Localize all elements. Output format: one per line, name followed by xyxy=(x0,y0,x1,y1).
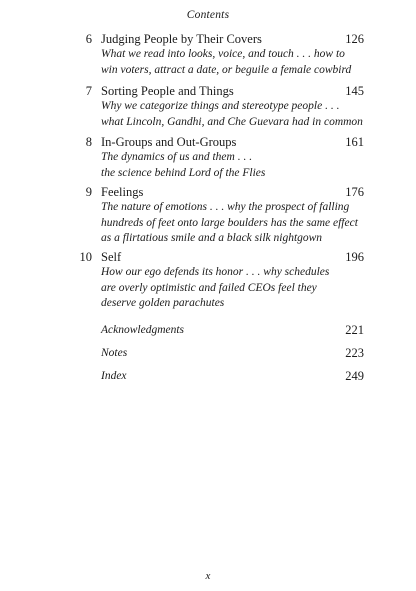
running-head: Contents xyxy=(186,9,230,21)
chapter-title: Judging People by Their Covers xyxy=(101,32,262,46)
description-line: Why we categorize things and stereotype people . . . xyxy=(101,100,340,112)
chapter-description xyxy=(101,47,371,78)
chapter-title: Feelings xyxy=(101,185,144,199)
back-matter-title: Acknowledgments xyxy=(101,324,185,336)
chapter-description xyxy=(101,265,371,312)
chapter-number: 8 xyxy=(85,135,92,149)
chapter-page-number: 145 xyxy=(345,84,364,98)
description-line: The nature of emotions . . . why the prospect of falling xyxy=(101,201,350,213)
back-matter-title: Index xyxy=(101,370,127,382)
chapter-title: Sorting People and Things xyxy=(101,84,234,98)
chapter-page-number: 176 xyxy=(345,185,364,199)
chapter-number: 9 xyxy=(85,185,92,199)
chapter-description xyxy=(101,99,371,130)
description-line: the science behind Lord of the Flies xyxy=(101,166,266,179)
chapter-page-number: 196 xyxy=(345,250,364,264)
page-folio: x xyxy=(205,570,211,582)
back-matter-title: Notes xyxy=(101,347,128,359)
description-line: deserve golden parachutes xyxy=(101,297,225,309)
chapter-page-number: 126 xyxy=(345,32,364,46)
chapter-description xyxy=(101,200,371,247)
back-matter-page-number: 223 xyxy=(345,346,364,360)
description-line: hundreds of feet onto large boulders has the same effect xyxy=(101,216,358,229)
description-line: as a flirtatious smile and a black silk nightgown xyxy=(101,232,323,244)
description-line: win voters, attract a date, or beguile a female cowbird xyxy=(101,63,352,76)
chapter-number: 6 xyxy=(85,32,92,46)
chapter-title: In-Groups and Out-Groups xyxy=(101,135,237,149)
chapter-title: Self xyxy=(101,250,122,264)
chapter-number: 10 xyxy=(79,250,92,264)
chapter-number: 7 xyxy=(85,84,92,98)
description-line: what Lincoln, Gandhi, and Che Guevara had in common xyxy=(101,115,363,128)
back-matter-page-number: 249 xyxy=(345,369,364,383)
chapter-description xyxy=(101,150,371,181)
description-line: The dynamics of us and them . . . xyxy=(101,151,253,163)
back-matter-page-number: 221 xyxy=(345,323,364,337)
description-line: are overly optimistic and failed CEOs feel they xyxy=(101,281,317,294)
description-line: What we read into looks, voice, and touch . . . how to xyxy=(101,48,345,60)
chapter-page-number: 161 xyxy=(345,135,364,149)
description-line: How our ego defends its honor . . . why schedules xyxy=(101,266,330,278)
